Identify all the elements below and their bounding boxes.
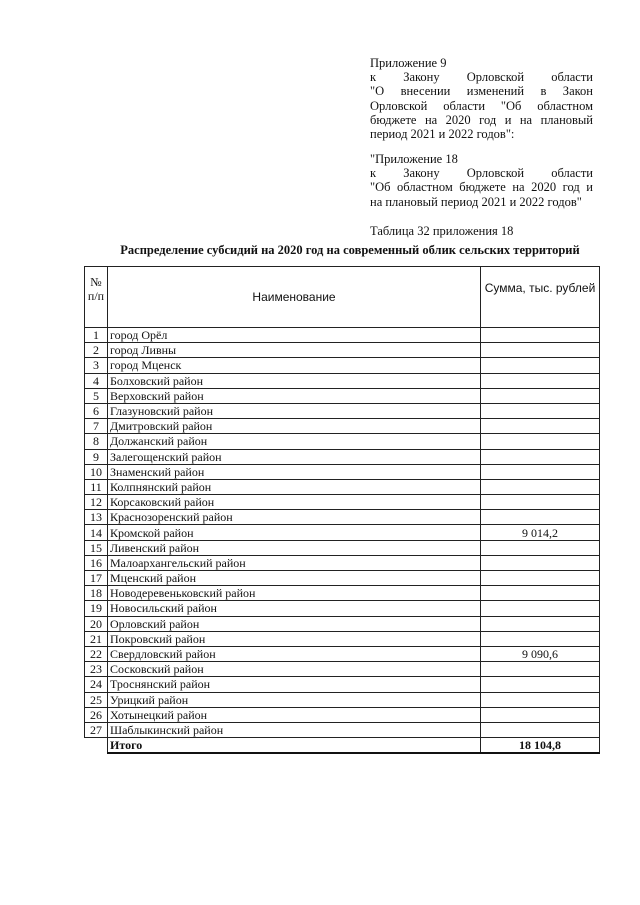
appendix-line-5: период 2021 и 2022 годов": [370, 127, 515, 142]
row-name: Краснозоренский район [108, 510, 481, 525]
column-header-num: № п/п [85, 267, 108, 328]
table-row [85, 631, 600, 646]
table-row [85, 388, 600, 403]
total-label: Итого [108, 738, 481, 754]
row-number: 1 [85, 328, 108, 343]
table-row [85, 479, 600, 494]
row-amount [481, 631, 600, 646]
row-number: 17 [85, 571, 108, 586]
total-row [85, 738, 600, 754]
row-name: Покровский район [108, 631, 481, 646]
appendix-ref-title: "Приложение 18 [370, 152, 458, 166]
row-amount [481, 328, 600, 343]
table-row [85, 616, 600, 631]
table-row [85, 449, 600, 464]
row-amount [481, 419, 600, 434]
row-number: 15 [85, 540, 108, 555]
row-number: 2 [85, 343, 108, 358]
table-row [85, 540, 600, 555]
table-row [85, 662, 600, 677]
total-amount: 18 104,8 [481, 738, 600, 754]
table-row [85, 343, 600, 358]
row-number: 21 [85, 631, 108, 646]
row-name: Верховский район [108, 388, 481, 403]
row-amount: 9 090,6 [481, 646, 600, 661]
row-name: Троснянский район [108, 677, 481, 692]
row-name: Новодеревеньковский район [108, 586, 481, 601]
table-row [85, 707, 600, 722]
table-row [85, 586, 600, 601]
row-name: Малоархангельский район [108, 555, 481, 570]
table-row [85, 358, 600, 373]
row-name: город Ливны [108, 343, 481, 358]
row-name: город Орёл [108, 328, 481, 343]
table-row [85, 434, 600, 449]
appendix-line-1: к Закону Орловской области [370, 70, 593, 85]
row-name: Свердловский район [108, 646, 481, 661]
row-amount [481, 403, 600, 418]
row-amount [481, 495, 600, 510]
appendix-line-4: бюджете на 2020 год и на плановый [370, 112, 593, 127]
table-row [85, 510, 600, 525]
row-number: 22 [85, 646, 108, 661]
row-name: Ливенский район [108, 540, 481, 555]
row-name: Болховский район [108, 373, 481, 388]
appendix-ref-line-1: к Закону Орловской области [370, 166, 593, 181]
row-number: 5 [85, 388, 108, 403]
row-number: 16 [85, 555, 108, 570]
table-row [85, 601, 600, 616]
table-body [85, 328, 600, 754]
row-amount [481, 343, 600, 358]
appendix-line-2: "О внесении изменений в Закон [370, 84, 593, 99]
row-amount [481, 722, 600, 737]
row-amount [481, 449, 600, 464]
row-name: Орловский район [108, 616, 481, 631]
row-number: 3 [85, 358, 108, 373]
row-amount [481, 464, 600, 479]
table-row [85, 677, 600, 692]
row-amount [481, 662, 600, 677]
row-name: Хотынецкий район [108, 707, 481, 722]
row-name: Знаменский район [108, 464, 481, 479]
table-row [85, 722, 600, 737]
row-number: 6 [85, 403, 108, 418]
row-amount [481, 571, 600, 586]
subsidy-table [84, 266, 600, 754]
table-row [85, 373, 600, 388]
row-number: 13 [85, 510, 108, 525]
row-name: Колпнянский район [108, 479, 481, 494]
row-amount [481, 479, 600, 494]
row-name: Новосильский район [108, 601, 481, 616]
row-name: город Мценск [108, 358, 481, 373]
appendix-ref-line-3: на плановый период 2021 и 2022 годов" [370, 194, 582, 209]
row-name: Шаблыкинский район [108, 722, 481, 737]
appendix-reference [370, 152, 593, 209]
row-number: 24 [85, 677, 108, 692]
row-number: 8 [85, 434, 108, 449]
appendix-line-3: Орловской области "Об областном [370, 98, 593, 113]
row-name: Корсаковский район [108, 495, 481, 510]
row-amount [481, 616, 600, 631]
table-row [85, 555, 600, 570]
row-amount [481, 358, 600, 373]
table-row [85, 692, 600, 707]
table-row [85, 495, 600, 510]
column-header-name: Наименование [108, 267, 481, 328]
row-number: 14 [85, 525, 108, 540]
row-name: Залегощенский район [108, 449, 481, 464]
table-header-row [85, 267, 600, 328]
table-label: Таблица 32 приложения 18 [370, 224, 514, 238]
table-row [85, 525, 600, 540]
row-amount [481, 707, 600, 722]
row-amount [481, 373, 600, 388]
row-number: 10 [85, 464, 108, 479]
page-title: Распределение субсидий на 2020 год на современный облик сельских территорий [120, 243, 580, 257]
row-number: 4 [85, 373, 108, 388]
appendix-title: Приложение 9 [370, 56, 447, 70]
row-number: 26 [85, 707, 108, 722]
row-amount: 9 014,2 [481, 525, 600, 540]
row-amount [481, 677, 600, 692]
row-number: 18 [85, 586, 108, 601]
table-row [85, 464, 600, 479]
row-amount [481, 540, 600, 555]
row-name: Должанский район [108, 434, 481, 449]
row-number: 20 [85, 616, 108, 631]
row-amount [481, 388, 600, 403]
row-name: Сосковский район [108, 662, 481, 677]
row-name: Дмитровский район [108, 419, 481, 434]
row-number: 27 [85, 722, 108, 737]
row-name: Кромской район [108, 525, 481, 540]
appendix-ref-line-2: "Об областном бюджете на 2020 год и [370, 180, 593, 195]
row-amount [481, 601, 600, 616]
row-amount [481, 586, 600, 601]
row-amount [481, 434, 600, 449]
row-number: 19 [85, 601, 108, 616]
row-name: Глазуновский район [108, 403, 481, 418]
row-number: 25 [85, 692, 108, 707]
row-name: Урицкий район [108, 692, 481, 707]
row-amount [481, 692, 600, 707]
row-amount [481, 555, 600, 570]
row-number: 9 [85, 449, 108, 464]
row-number: 7 [85, 419, 108, 434]
row-number: 12 [85, 495, 108, 510]
table-row [85, 328, 600, 343]
appendix-header [370, 56, 593, 141]
table-row [85, 646, 600, 661]
row-number: 11 [85, 479, 108, 494]
row-number: 23 [85, 662, 108, 677]
row-name: Мценский район [108, 571, 481, 586]
row-amount [481, 510, 600, 525]
table-row [85, 571, 600, 586]
table-row [85, 403, 600, 418]
total-empty-cell [85, 738, 108, 754]
column-header-amount: Сумма, тыс. рублей [481, 267, 600, 328]
table-row [85, 419, 600, 434]
